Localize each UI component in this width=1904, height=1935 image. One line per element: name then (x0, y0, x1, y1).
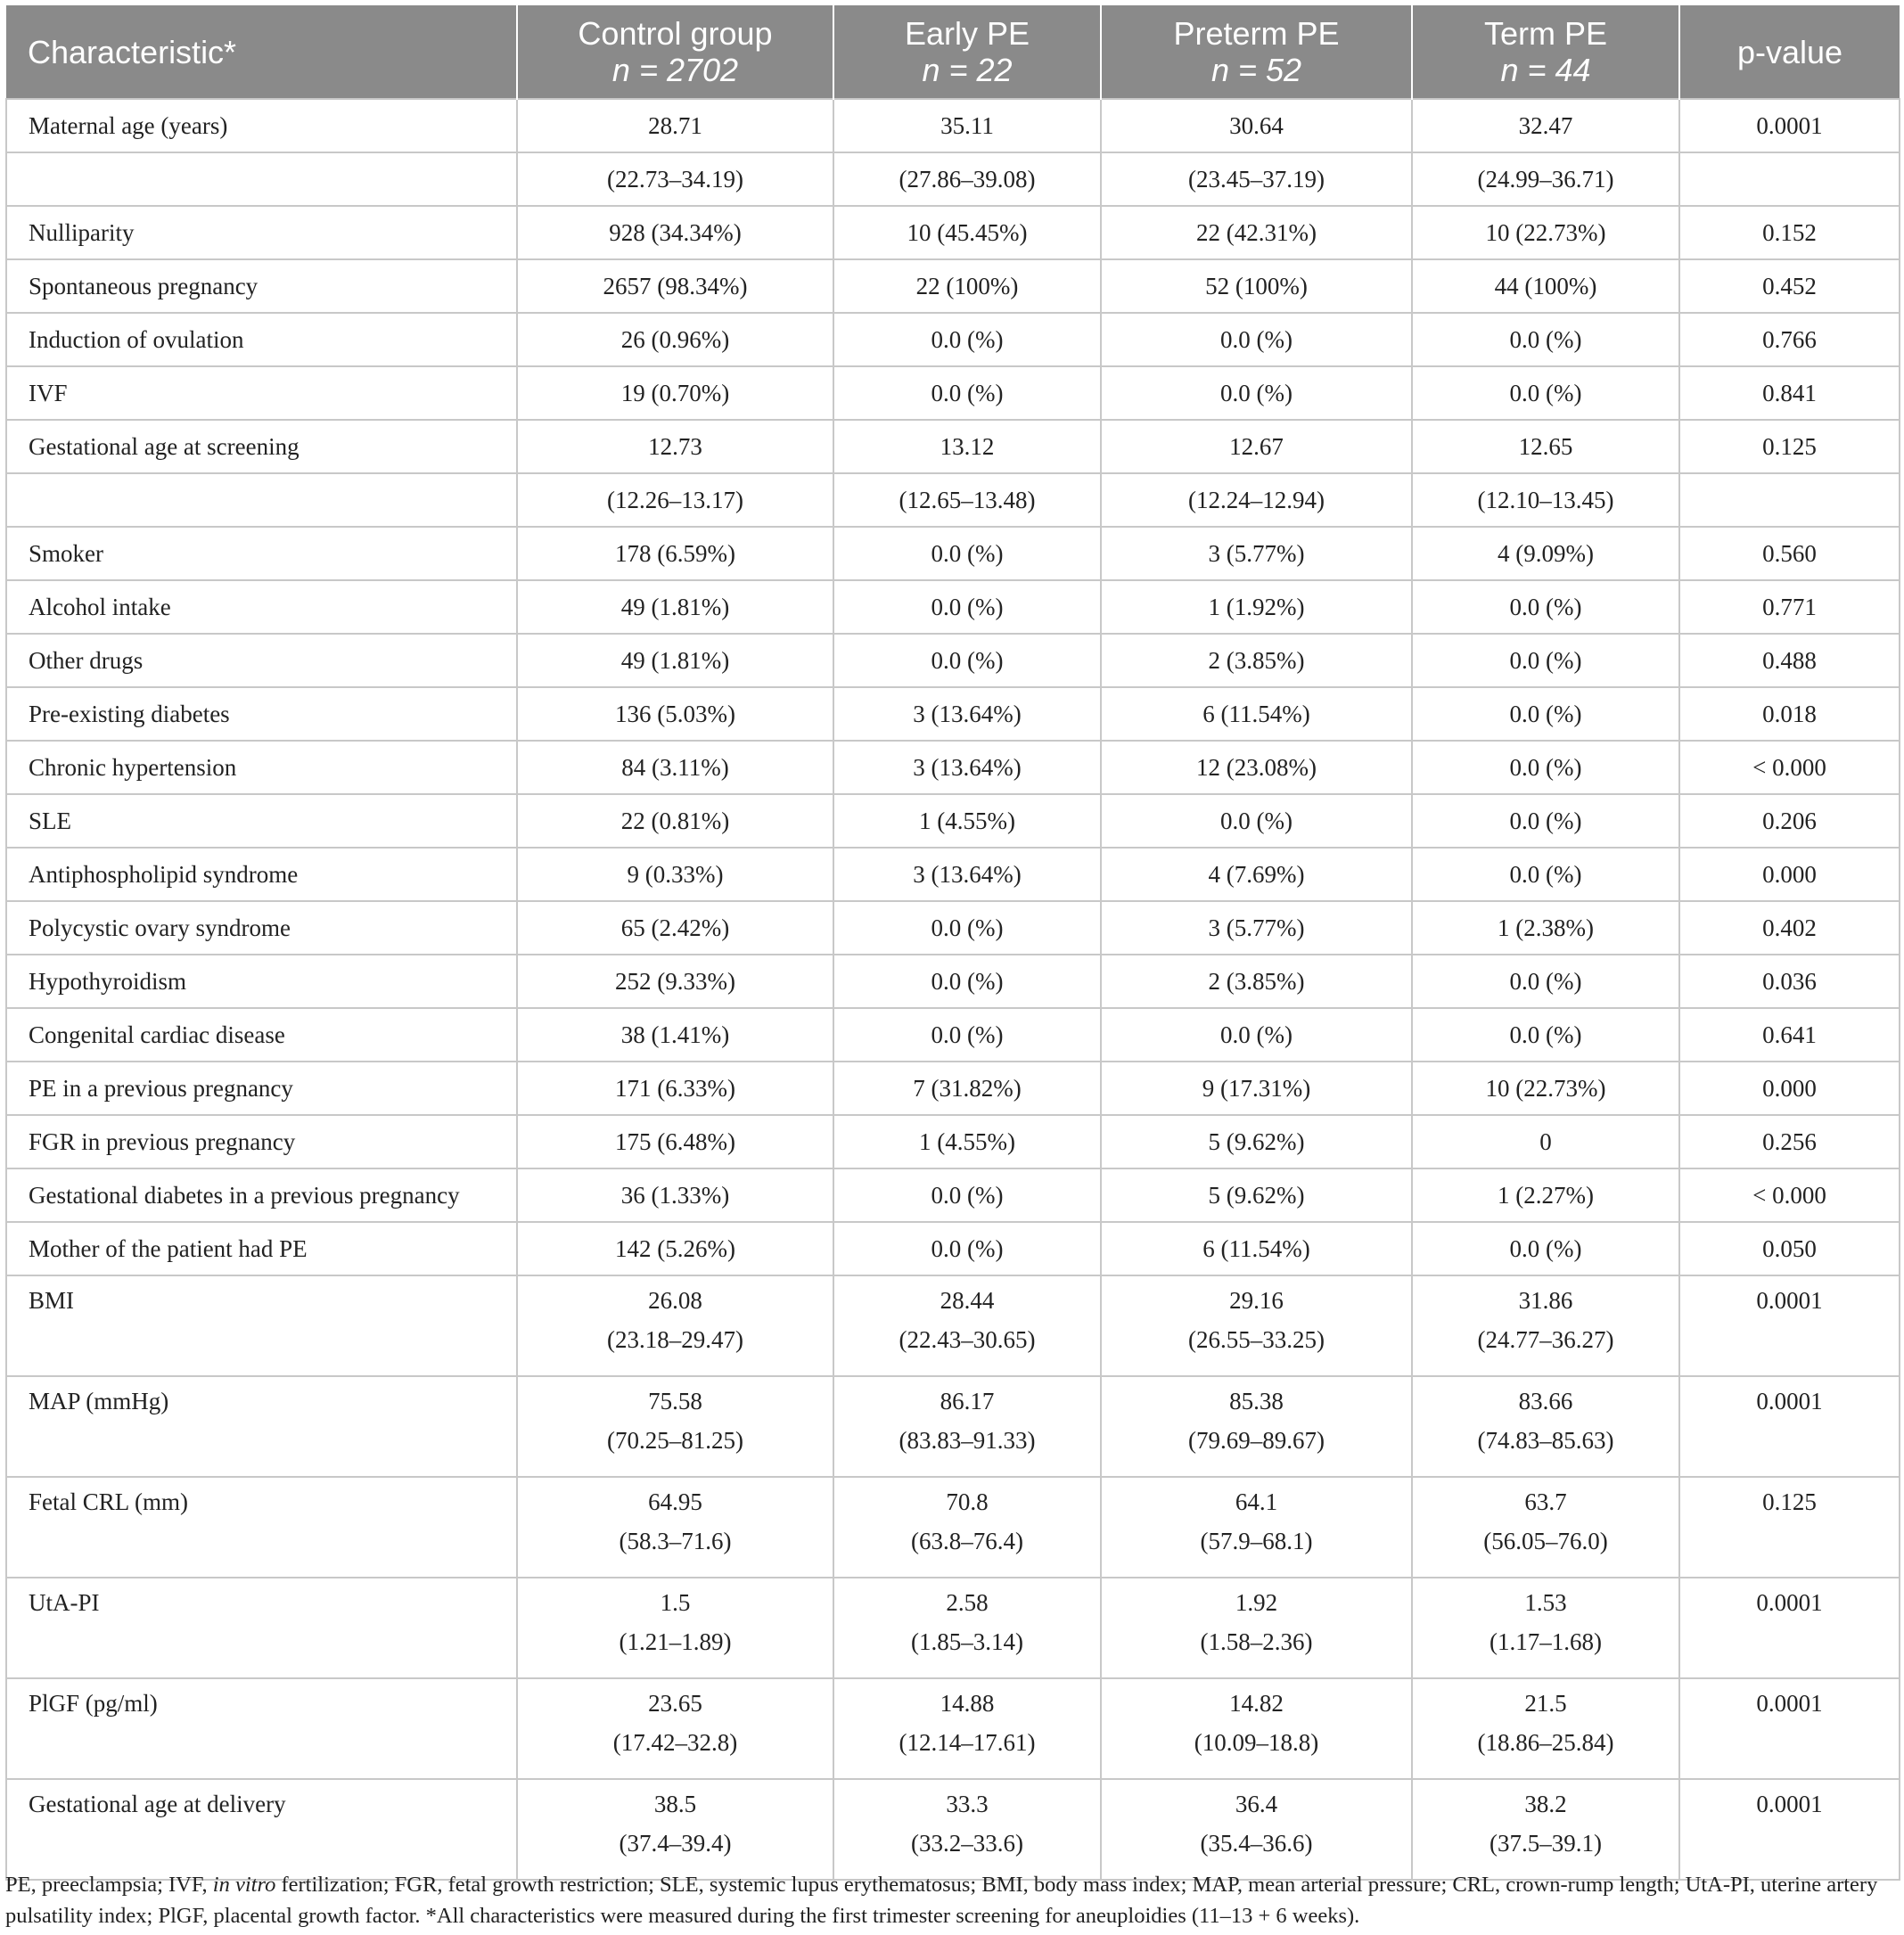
row-label-cell: Chronic hypertension (6, 741, 517, 794)
cell-range: (1.17–1.68) (1490, 1628, 1602, 1655)
value-cell: 0.256 (1679, 1115, 1900, 1168)
table-row (6, 473, 1900, 527)
table-header (6, 5, 1900, 99)
value-cell: 2 (3.85%) (1101, 955, 1412, 1008)
row-label-cell (6, 1779, 517, 1880)
value-cell (833, 1477, 1101, 1578)
value-cell (1412, 1275, 1679, 1376)
value-cell: 0.766 (1679, 313, 1900, 366)
value-cell: 0.0 (%) (1412, 580, 1679, 634)
value-cell: 52 (100%) (1101, 259, 1412, 313)
row-label-cell: PE in a previous pregnancy (6, 1062, 517, 1115)
value-cell: 19 (0.70%) (517, 366, 833, 420)
cell-range: (58.3–71.6) (619, 1528, 732, 1554)
value-cell: 84 (3.11%) (517, 741, 833, 794)
footnote-text-2: fertilization; FGR, fetal growth restriction; SLE, systemic lupus erythematosus; BMI, body mass index; MAP, mean arterial pressure; CRL, crown-rump length; UtA-PI, uterine artery pulsatility index; PlGF, placental growth factor. *All characteristics were measured during the first trimester screening for aneuploidies (11–13 + 6 weeks). (5, 1873, 1878, 1928)
table-row (6, 1115, 1900, 1168)
value-cell (1679, 1477, 1900, 1578)
cell-value: 14.88 (940, 1690, 995, 1717)
value-cell (833, 1376, 1101, 1477)
value-cell: 2657 (98.34%) (517, 259, 833, 313)
cell-value: 64.1 (1235, 1488, 1278, 1515)
value-cell: 0.641 (1679, 1008, 1900, 1062)
cell-value: 2.58 (946, 1589, 989, 1616)
row-label-cell (6, 1578, 517, 1678)
value-cell (517, 1578, 833, 1678)
cell-value: 1.92 (1235, 1589, 1278, 1616)
table-row (6, 1779, 1900, 1880)
cell-range: (83.83–91.33) (899, 1427, 1036, 1454)
header-row (6, 5, 1900, 99)
value-cell: 0.0 (%) (1412, 848, 1679, 901)
value-cell (517, 1376, 833, 1477)
value-cell (517, 1678, 833, 1779)
cell-range: (1.58–2.36) (1200, 1628, 1313, 1655)
cell-range: (37.4–39.4) (619, 1830, 732, 1857)
value-cell: 175 (6.48%) (517, 1115, 833, 1168)
value-cell: 9 (17.31%) (1101, 1062, 1412, 1115)
cell-value: 64.95 (648, 1488, 702, 1515)
value-cell: 3 (5.77%) (1101, 527, 1412, 580)
value-cell (1101, 1376, 1412, 1477)
value-cell: (12.26–13.17) (517, 473, 833, 527)
cell-value: UtA-PI (29, 1589, 100, 1616)
value-cell: 0.0 (%) (1412, 741, 1679, 794)
cell-value: 36.4 (1235, 1791, 1278, 1817)
value-cell: 136 (5.03%) (517, 687, 833, 741)
value-cell: 3 (5.77%) (1101, 901, 1412, 955)
header-cell (6, 5, 517, 99)
cell-range: (22.43–30.65) (899, 1326, 1036, 1353)
header-label: p-value (1736, 33, 1843, 70)
value-cell: 6 (11.54%) (1101, 1222, 1412, 1275)
value-cell: 12.65 (1412, 420, 1679, 473)
cell-value: 38.5 (653, 1791, 697, 1817)
value-cell (1679, 1578, 1900, 1678)
header-sample-size: n = 22 (922, 52, 1013, 88)
value-cell (1679, 1779, 1900, 1880)
row-label-cell: Nulliparity (6, 206, 517, 259)
table-row (6, 99, 1900, 152)
cell-value: 70.8 (946, 1488, 989, 1515)
cell-range: (70.25–81.25) (607, 1427, 743, 1454)
value-cell: 0.402 (1679, 901, 1900, 955)
cell-value: 85.38 (1229, 1388, 1284, 1414)
value-cell: 65 (2.42%) (517, 901, 833, 955)
value-cell (1101, 1779, 1412, 1880)
table-row (6, 259, 1900, 313)
value-cell: 22 (100%) (833, 259, 1101, 313)
row-label-cell (6, 1678, 517, 1779)
value-cell (1412, 1477, 1679, 1578)
header-label: Characteristic* (28, 33, 237, 70)
value-cell: (12.24–12.94) (1101, 473, 1412, 527)
row-label-cell: Smoker (6, 527, 517, 580)
table-row (6, 580, 1900, 634)
cell-value: 33.3 (946, 1791, 989, 1817)
value-cell: 26 (0.96%) (517, 313, 833, 366)
header-label: Early PE (904, 15, 1030, 52)
value-cell: 0.0 (%) (1101, 794, 1412, 848)
value-cell: 0.0 (%) (833, 313, 1101, 366)
value-cell: 1 (2.27%) (1412, 1168, 1679, 1222)
row-label-cell: Gestational diabetes in a previous pregnancy (6, 1168, 517, 1222)
value-cell (1412, 1376, 1679, 1477)
row-label-cell (6, 152, 517, 206)
value-cell (1412, 1678, 1679, 1779)
table-row (6, 741, 1900, 794)
cell-range: (24.77–36.27) (1477, 1326, 1614, 1353)
row-label-cell: SLE (6, 794, 517, 848)
value-cell (833, 1678, 1101, 1779)
value-cell (1412, 1578, 1679, 1678)
value-cell: 12.67 (1101, 420, 1412, 473)
table-row (6, 1275, 1900, 1376)
value-cell: 0.0 (%) (1412, 1008, 1679, 1062)
header-cell (833, 5, 1101, 99)
cell-value: 31.86 (1518, 1287, 1573, 1314)
table-row (6, 955, 1900, 1008)
table-row (6, 1008, 1900, 1062)
value-cell: 0.125 (1679, 420, 1900, 473)
cell-range: (79.69–89.67) (1188, 1427, 1325, 1454)
cell-value: 63.7 (1524, 1488, 1567, 1515)
value-cell: 6 (11.54%) (1101, 687, 1412, 741)
value-cell (1679, 1376, 1900, 1477)
table-row (6, 206, 1900, 259)
header-label: Term PE (1483, 15, 1608, 52)
cell-value: 0.0001 (1756, 1589, 1823, 1616)
cell-value: 0.0001 (1756, 1388, 1823, 1414)
value-cell: 32.47 (1412, 99, 1679, 152)
value-cell (517, 1275, 833, 1376)
value-cell: 0.841 (1679, 366, 1900, 420)
value-cell: 44 (100%) (1412, 259, 1679, 313)
cell-value: Gestational age at delivery (29, 1791, 286, 1817)
value-cell: 5 (9.62%) (1101, 1168, 1412, 1222)
table-row (6, 1477, 1900, 1578)
value-cell (517, 1779, 833, 1880)
value-cell (1101, 1578, 1412, 1678)
cell-range: (1.21–1.89) (619, 1628, 732, 1655)
value-cell: 0.000 (1679, 1062, 1900, 1115)
value-cell: 4 (9.09%) (1412, 527, 1679, 580)
value-cell: 0.0 (%) (1412, 366, 1679, 420)
value-cell: 3 (13.64%) (833, 741, 1101, 794)
value-cell (517, 1477, 833, 1578)
value-cell (1679, 1678, 1900, 1779)
value-cell: 0.452 (1679, 259, 1900, 313)
cell-range: (37.5–39.1) (1490, 1830, 1602, 1857)
cell-value: 26.08 (648, 1287, 702, 1314)
header-cell (1101, 5, 1412, 99)
table-row (6, 794, 1900, 848)
value-cell: 0.0 (%) (833, 1168, 1101, 1222)
value-cell: 12.73 (517, 420, 833, 473)
header-sample-size: n = 52 (1211, 52, 1302, 88)
value-cell: 10 (22.73%) (1412, 1062, 1679, 1115)
row-label-cell: Alcohol intake (6, 580, 517, 634)
row-label-cell: Other drugs (6, 634, 517, 687)
value-cell: 1 (1.92%) (1101, 580, 1412, 634)
value-cell: 3 (13.64%) (833, 687, 1101, 741)
footnote-italic: in vitro (212, 1873, 276, 1897)
value-cell: 0.152 (1679, 206, 1900, 259)
value-cell: (23.45–37.19) (1101, 152, 1412, 206)
value-cell: 0.0 (%) (833, 955, 1101, 1008)
value-cell: 0.0 (%) (1412, 634, 1679, 687)
value-cell: 1 (2.38%) (1412, 901, 1679, 955)
value-cell: 0.0 (%) (1412, 1222, 1679, 1275)
value-cell: 0.771 (1679, 580, 1900, 634)
header-cell (517, 5, 833, 99)
header-sample-size: n = 2702 (611, 52, 739, 88)
value-cell: 0.0 (%) (833, 634, 1101, 687)
cell-value: MAP (mmHg) (29, 1388, 169, 1414)
value-cell: 0.0 (%) (1412, 794, 1679, 848)
cell-range: (74.83–85.63) (1477, 1427, 1614, 1454)
header-sample-size: n = 44 (1500, 52, 1591, 88)
value-cell (1101, 1678, 1412, 1779)
value-cell: 0.0001 (1679, 99, 1900, 152)
value-cell: 28.71 (517, 99, 833, 152)
header-label: Preterm PE (1173, 15, 1340, 52)
cell-range: (17.42–32.8) (612, 1729, 738, 1756)
value-cell (1679, 473, 1900, 527)
cell-range: (56.05–76.0) (1483, 1528, 1608, 1554)
value-cell: 49 (1.81%) (517, 580, 833, 634)
value-cell (833, 1275, 1101, 1376)
cell-range: (33.2–33.6) (911, 1830, 1023, 1857)
value-cell: 0.0 (%) (833, 366, 1101, 420)
cell-value: BMI (29, 1287, 75, 1314)
row-label-cell: Induction of ovulation (6, 313, 517, 366)
value-cell: 10 (45.45%) (833, 206, 1101, 259)
value-cell: 0.0 (%) (1412, 313, 1679, 366)
header-cell (1679, 5, 1900, 99)
value-cell (1101, 1275, 1412, 1376)
cell-value: PlGF (pg/ml) (29, 1690, 158, 1717)
value-cell: 0.050 (1679, 1222, 1900, 1275)
row-label-cell: Gestational age at screening (6, 420, 517, 473)
table-row (6, 687, 1900, 741)
cell-range: (63.8–76.4) (911, 1528, 1023, 1554)
value-cell: 7 (31.82%) (833, 1062, 1101, 1115)
value-cell: 171 (6.33%) (517, 1062, 833, 1115)
value-cell: 30.64 (1101, 99, 1412, 152)
row-label-cell: Pre-existing diabetes (6, 687, 517, 741)
value-cell: 0.0 (%) (833, 901, 1101, 955)
value-cell: 0.0 (%) (833, 527, 1101, 580)
cell-value: 1.5 (660, 1589, 691, 1616)
cell-value: 0.125 (1762, 1488, 1817, 1515)
value-cell (833, 1779, 1101, 1880)
table-row (6, 313, 1900, 366)
value-cell: 0.0 (%) (833, 1222, 1101, 1275)
value-cell: 13.12 (833, 420, 1101, 473)
characteristics-table (5, 5, 1900, 1881)
value-cell: 0.488 (1679, 634, 1900, 687)
header-cell (1412, 5, 1679, 99)
value-cell (833, 1578, 1101, 1678)
value-cell: 5 (9.62%) (1101, 1115, 1412, 1168)
value-cell: 0.0 (%) (1101, 366, 1412, 420)
value-cell: < 0.000 (1679, 1168, 1900, 1222)
value-cell: 178 (6.59%) (517, 527, 833, 580)
value-cell: 0.206 (1679, 794, 1900, 848)
cell-value: Fetal CRL (mm) (29, 1488, 188, 1515)
value-cell: 142 (5.26%) (517, 1222, 833, 1275)
table-row (6, 1578, 1900, 1678)
value-cell (1679, 152, 1900, 206)
table-row (6, 848, 1900, 901)
value-cell (1101, 1477, 1412, 1578)
value-cell (1679, 1275, 1900, 1376)
value-cell: 0.0 (%) (833, 580, 1101, 634)
value-cell: 3 (13.64%) (833, 848, 1101, 901)
value-cell: (12.65–13.48) (833, 473, 1101, 527)
value-cell: 36 (1.33%) (517, 1168, 833, 1222)
row-label-cell: Spontaneous pregnancy (6, 259, 517, 313)
value-cell: 49 (1.81%) (517, 634, 833, 687)
value-cell: (27.86–39.08) (833, 152, 1101, 206)
table-row (6, 1222, 1900, 1275)
cell-value: 75.58 (648, 1388, 702, 1414)
row-label-cell (6, 1376, 517, 1477)
value-cell: 0.0 (%) (1101, 313, 1412, 366)
value-cell: 0.0 (%) (1101, 1008, 1412, 1062)
cell-value: 38.2 (1524, 1791, 1567, 1817)
header-label: Control group (578, 15, 773, 52)
cell-range: (35.4–36.6) (1200, 1830, 1313, 1857)
value-cell: 928 (34.34%) (517, 206, 833, 259)
value-cell: 4 (7.69%) (1101, 848, 1412, 901)
value-cell: 0 (1412, 1115, 1679, 1168)
table-row (6, 152, 1900, 206)
value-cell: 10 (22.73%) (1412, 206, 1679, 259)
table-footnote (5, 1869, 1900, 1931)
value-cell: 0.018 (1679, 687, 1900, 741)
row-label-cell: IVF (6, 366, 517, 420)
value-cell: 0.0 (%) (1412, 687, 1679, 741)
value-cell (1412, 1779, 1679, 1880)
table-container (5, 5, 1899, 1881)
value-cell: 9 (0.33%) (517, 848, 833, 901)
cell-value: 83.66 (1518, 1388, 1573, 1414)
cell-value: 0.0001 (1756, 1690, 1823, 1717)
cell-range: (26.55–33.25) (1188, 1326, 1325, 1353)
table-row (6, 634, 1900, 687)
cell-range: (12.14–17.61) (899, 1729, 1036, 1756)
value-cell: < 0.000 (1679, 741, 1900, 794)
table-row (6, 1062, 1900, 1115)
row-label-cell: Congenital cardiac disease (6, 1008, 517, 1062)
value-cell: (24.99–36.71) (1412, 152, 1679, 206)
cell-value: 1.53 (1524, 1589, 1567, 1616)
cell-value: 0.0001 (1756, 1791, 1823, 1817)
table-row (6, 901, 1900, 955)
row-label-cell: Hypothyroidism (6, 955, 517, 1008)
cell-range: (23.18–29.47) (607, 1326, 743, 1353)
cell-value: 21.5 (1524, 1690, 1567, 1717)
value-cell: 2 (3.85%) (1101, 634, 1412, 687)
value-cell: 0.0 (%) (833, 1008, 1101, 1062)
table-row (6, 1678, 1900, 1779)
value-cell: 12 (23.08%) (1101, 741, 1412, 794)
value-cell: 0.0 (%) (1412, 955, 1679, 1008)
cell-value: 29.16 (1229, 1287, 1284, 1314)
row-label-cell (6, 1275, 517, 1376)
value-cell: 1 (4.55%) (833, 794, 1101, 848)
row-label-cell (6, 473, 517, 527)
value-cell: 252 (9.33%) (517, 955, 833, 1008)
row-label-cell: Mother of the patient had PE (6, 1222, 517, 1275)
row-label-cell: FGR in previous pregnancy (6, 1115, 517, 1168)
table-row (6, 1376, 1900, 1477)
cell-range: (10.09–18.8) (1194, 1729, 1319, 1756)
row-label-cell (6, 1477, 517, 1578)
footnote-text-1: PE, preeclampsia; IVF, (5, 1873, 213, 1897)
value-cell: 0.000 (1679, 848, 1900, 901)
row-label-cell: Antiphospholipid syndrome (6, 848, 517, 901)
cell-range: (18.86–25.84) (1477, 1729, 1614, 1756)
row-label-cell: Maternal age (years) (6, 99, 517, 152)
value-cell: (12.10–13.45) (1412, 473, 1679, 527)
value-cell: 0.036 (1679, 955, 1900, 1008)
table-body (6, 99, 1900, 1880)
value-cell: 22 (0.81%) (517, 794, 833, 848)
table-row (6, 366, 1900, 420)
table-row (6, 1168, 1900, 1222)
cell-range: (1.85–3.14) (911, 1628, 1023, 1655)
value-cell: 0.560 (1679, 527, 1900, 580)
value-cell: (22.73–34.19) (517, 152, 833, 206)
value-cell: 38 (1.41%) (517, 1008, 833, 1062)
cell-value: 28.44 (940, 1287, 995, 1314)
table-row (6, 527, 1900, 580)
cell-value: 0.0001 (1756, 1287, 1823, 1314)
cell-value: 14.82 (1229, 1690, 1284, 1717)
row-label-cell: Polycystic ovary syndrome (6, 901, 517, 955)
value-cell: 22 (42.31%) (1101, 206, 1412, 259)
table-row (6, 420, 1900, 473)
cell-range: (57.9–68.1) (1200, 1528, 1313, 1554)
value-cell: 35.11 (833, 99, 1101, 152)
value-cell: 1 (4.55%) (833, 1115, 1101, 1168)
cell-value: 86.17 (940, 1388, 995, 1414)
cell-value: 23.65 (648, 1690, 702, 1717)
